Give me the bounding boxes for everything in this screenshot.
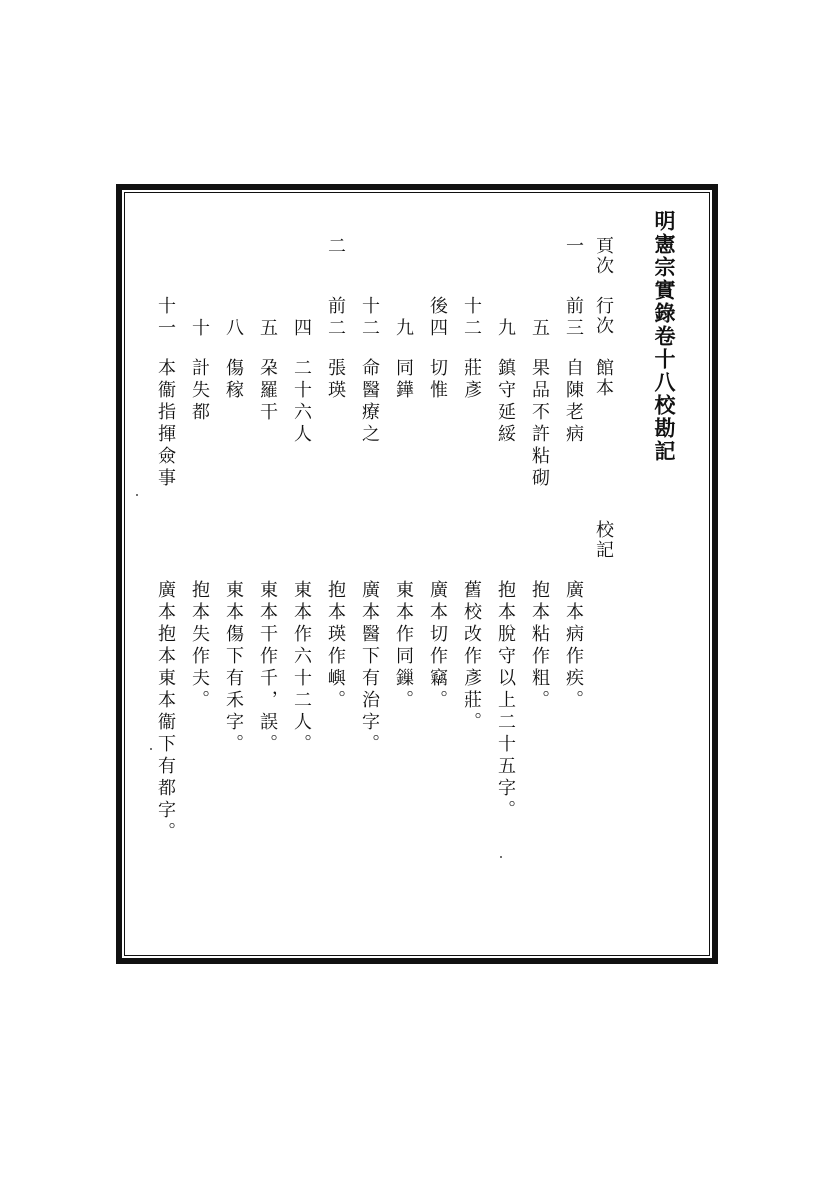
entry-note: 抱本失作夫。 (189, 580, 210, 712)
header-edition-label: 館本 (593, 358, 614, 398)
entry-text: 自陳老病 (563, 358, 584, 446)
entry-note: 舊校改作彥莊。 (461, 580, 482, 734)
scan-speck (136, 494, 138, 496)
entry-note: 廣本醫下有治字。 (359, 580, 380, 756)
entry-note: 東本干作千，誤。 (257, 580, 278, 756)
entry-line: 四 (291, 318, 312, 340)
entry-text: 切惟 (427, 358, 448, 402)
entry-note: 廣本切作竊。 (427, 580, 448, 712)
entry-text: 莊彥 (461, 358, 482, 402)
entry-text: 本衞指揮僉事 (155, 358, 176, 490)
entry-line: 八 (223, 318, 244, 340)
entry-line: 十 (189, 318, 210, 340)
entry-text: 傷稼 (223, 358, 244, 402)
entry-text: 二十六人 (291, 358, 312, 446)
entry-note: 抱本瑛作嶼。 (325, 580, 346, 712)
scan-speck (150, 748, 152, 750)
entry-line: 十二 (359, 296, 380, 340)
entry-text: 命醫療之 (359, 358, 380, 446)
entry-text: 鎮守延綏 (495, 358, 516, 446)
entry-note: 廣本病作疾。 (563, 580, 584, 712)
entry-line: 前三 (563, 296, 584, 340)
entry-line: 九 (393, 318, 414, 340)
document-title: 明憲宗實錄卷十八校勘記 (652, 210, 677, 463)
entry-note: 抱本粘作粗。 (529, 580, 550, 712)
header-line-label: 行次 (593, 296, 614, 336)
entry-line: 十一 (155, 296, 176, 340)
scan-speck (500, 856, 502, 858)
page-number-1: 一 (563, 236, 584, 258)
entry-note: 東本傷下有禾字。 (223, 580, 244, 756)
page-border-inner (124, 192, 710, 956)
entry-line: 五 (257, 318, 278, 340)
entry-text: 同鏵 (393, 358, 414, 402)
entry-text: 張瑛 (325, 358, 346, 402)
entry-text: 果品不許粘砌 (529, 358, 550, 490)
entry-note: 抱本脫守以上二十五字。 (495, 580, 516, 822)
entry-line: 後四 (427, 296, 448, 340)
entry-note: 東本作六十二人。 (291, 580, 312, 756)
entry-text: 計失都 (189, 358, 210, 424)
entry-note: 廣本抱本東本衞下有都字。 (155, 580, 176, 844)
entry-text: 朶羅干 (257, 358, 278, 424)
entry-line: 十二 (461, 296, 482, 340)
entry-line: 五 (529, 318, 550, 340)
header-note-label: 校記 (593, 520, 614, 560)
entry-line: 前二 (325, 296, 346, 340)
entry-line: 九 (495, 318, 516, 340)
header-page-label: 頁次 (593, 236, 614, 276)
entry-note: 東本作同鏁。 (393, 580, 414, 712)
page-number-2: 二 (325, 236, 346, 258)
